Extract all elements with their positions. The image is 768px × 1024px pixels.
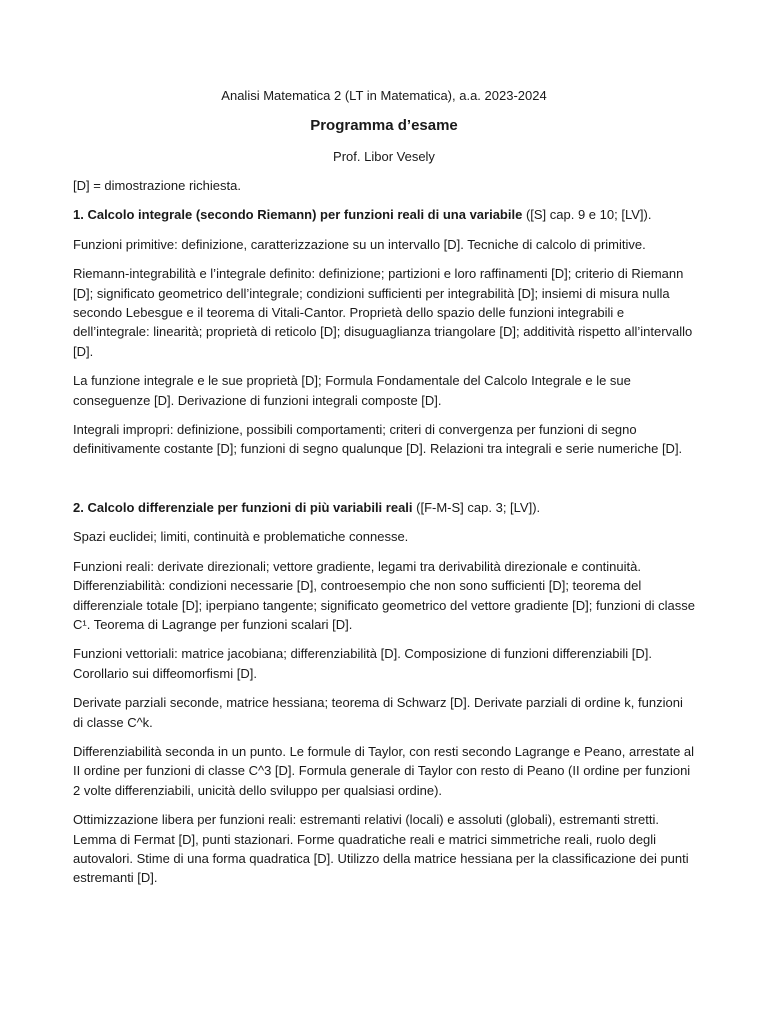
page-title: Programma d’esame: [310, 117, 458, 134]
paragraph: La funzione integrale e le sue proprietà [D]; Formula Fondamentale del Calcolo Integrale e le sue conseguenze [D]. Derivazione di funzioni integrali composte [D].: [73, 373, 631, 408]
paragraph: Differenziabilità seconda in un punto. Le formule di Taylor, con resti secondo Lagrange e Peano, arrestate al II ordine per funzioni di classe C^3 [D]. Formula generale di Taylor con resto di Peano (II ordine per funzioni 2 volte differenziabili, unicità dello sviluppo per qualsiasi ordine).: [73, 743, 695, 798]
paragraph: Spazi euclidei; limiti, continuità e problematiche connesse.: [73, 529, 409, 545]
paragraph: Funzioni reali: derivate direzionali; vettore gradiente, legami tra derivabilità direzionale e continuità. Differenziabilità: condizioni necessarie [D], controesempio che non sono sufficienti [D]; teorema del differenziale totale [D]; iperpiano tangente; significato geometrico del vettore gradiente [D]; funzioni di classe C¹. Teorema di Lagrange per funzioni scalari [D].: [73, 558, 695, 632]
paragraph: Derivate parziali seconde, matrice hessiana; teorema di Schwarz [D]. Derivate parziali di ordine k, funzioni di classe C^k.: [73, 695, 683, 730]
section-1-refs: ([S] cap. 9 e 10; [LV]).: [522, 207, 652, 223]
section-2-heading: [73, 498, 695, 517]
professor-line: Prof. Libor Vesely: [333, 149, 435, 164]
course-line: Analisi Matematica 2 (LT in Matematica), a.a. 2023-2024: [221, 88, 547, 103]
section-spacer: [73, 469, 695, 498]
section-2-title: 2. Calcolo differenziale per funzioni di più variabili reali: [73, 499, 413, 515]
paragraph: Ottimizzazione libera per funzioni reali: estremanti relativi (locali) e assoluti (globali), estremanti stretti. Lemma di Fermat [D], punti stazionari. Forme quadratiche reali e matrici simmetriche reali, ruolo degli autovalori. Stime di una forma quadratica [D]. Utilizzo della matrice hessiana per la classificazione dei punti estremanti [D].: [73, 812, 689, 886]
section-2-refs: ([F-M-S] cap. 3; [LV]).: [412, 499, 541, 515]
legend-text: [D] = dimostrazione richiesta.: [73, 178, 241, 193]
section-1-heading: [73, 205, 695, 224]
paragraph: Riemann-integrabilità e l’integrale definito: definizione; partizioni e loro raffinamenti [D]; criterio di Riemann [D]; significato geometrico dell’integrale; condizioni sufficienti per integrabilità [D]; insiemi di misura nulla secondo Lebesgue e il teorema di Vitali-Cantor. Proprietà dello spazio delle funzioni integrabili e dell’integrale: linearità; proprietà di reticolo [D]; disuguaglianza triangolare [D]; additività rispetto all’intervallo [D].: [73, 266, 693, 359]
section-1-title: 1. Calcolo integrale (secondo Riemann) per funzioni reali di una variabile: [73, 207, 523, 223]
document-body: [73, 176, 695, 898]
paragraph: Funzioni primitive: definizione, caratterizzazione su un intervallo [D]. Tecniche di calcolo di primitive.: [73, 236, 646, 252]
paragraph: Funzioni vettoriali: matrice jacobiana; differenziabilità [D]. Composizione di funzioni differenziabili [D]. Corollario sui diffeomorfismi [D].: [73, 646, 653, 681]
paragraph: Integrali impropri: definizione, possibili comportamenti; criteri di convergenza per funzioni di segno definitivamente costante [D]; funzioni di segno qualunque [D]. Relazioni tra integrali e serie numeriche [D].: [73, 422, 683, 457]
